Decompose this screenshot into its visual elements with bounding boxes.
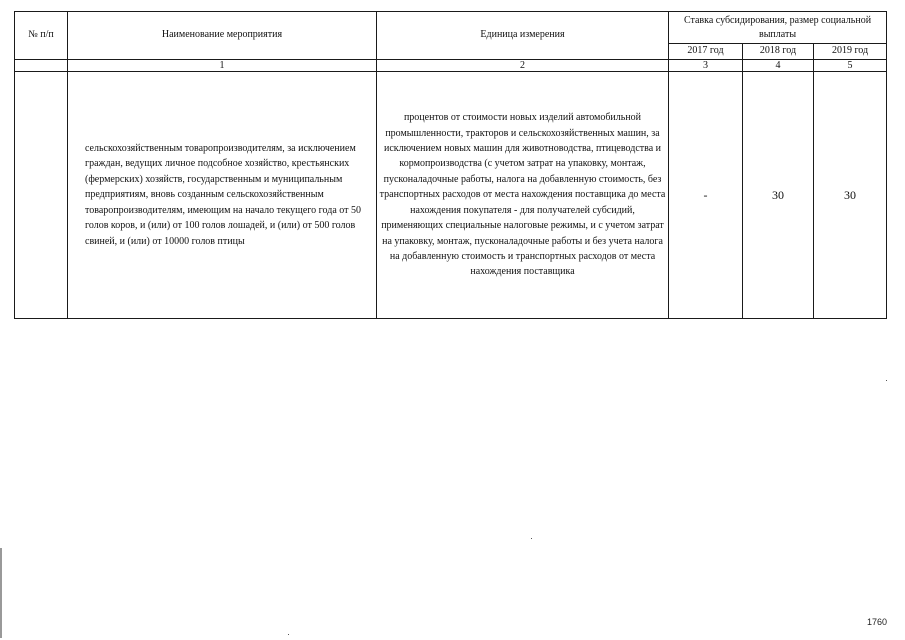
scan-speck	[288, 634, 289, 635]
row-value-2019: 30	[814, 72, 887, 319]
column-number: 3	[669, 60, 743, 72]
header-year-2017: 2017 год	[669, 44, 743, 60]
header-rate: Ставка субсидирования, размер социальной выплаты	[669, 12, 887, 44]
row-value-2018: 30	[743, 72, 814, 319]
header-num: № п/п	[15, 12, 68, 60]
page-number: 1760	[866, 617, 887, 627]
column-numbers-row	[15, 60, 887, 72]
header-row	[15, 12, 887, 44]
table-row	[15, 72, 887, 319]
row-name: сельскохозяйственным товаропроизводителям, за исключением граждан, ведущих личное подсобное хозяйство, крестьянских (фермерских) хозяйств, государственным и муниципальным предприятиям, вновь созданным сельскохозяйственным товаропроизводителям, имеющим на начало текущего года от 50 голов коров, и (или) от 100 голов лошадей, и (или) от 500 голов свиней, и (или) от 10000 голов птицы	[68, 72, 377, 319]
header-year-2018: 2018 год	[743, 44, 814, 60]
row-unit: процентов от стоимости новых изделий автомобильной промышленности, тракторов и сельскохозяйственных машин, за исключением новых машин для животноводства, птицеводства и кормопроизводства (с учетом затрат на упаковку, монтаж, пусконаладочные работы, налога на добавленную стоимость, без транспортных расходов от места нахождения поставщика до места нахождения покупателя - для получателей субсидий, применяющих специальные налоговые режимы, и с учетом затрат на упаковку, монтаж, пусконаладочные работы и без учета налога на добавленную стоимость и транспортных расходов от места нахождения поставщика	[377, 72, 669, 319]
row-value-2017: -	[669, 72, 743, 319]
scan-speck	[886, 380, 887, 381]
column-number: 1	[68, 60, 377, 72]
column-number-blank	[15, 60, 68, 72]
scan-speck	[531, 538, 532, 539]
header-name: Наименование мероприятия	[68, 12, 377, 60]
column-number: 2	[377, 60, 669, 72]
scan-edge	[0, 548, 2, 638]
column-number: 4	[743, 60, 814, 72]
header-year-2019: 2019 год	[814, 44, 887, 60]
column-number: 5	[814, 60, 887, 72]
subsidy-table	[14, 11, 887, 319]
header-unit: Единица измерения	[377, 12, 669, 60]
row-num	[15, 72, 68, 319]
